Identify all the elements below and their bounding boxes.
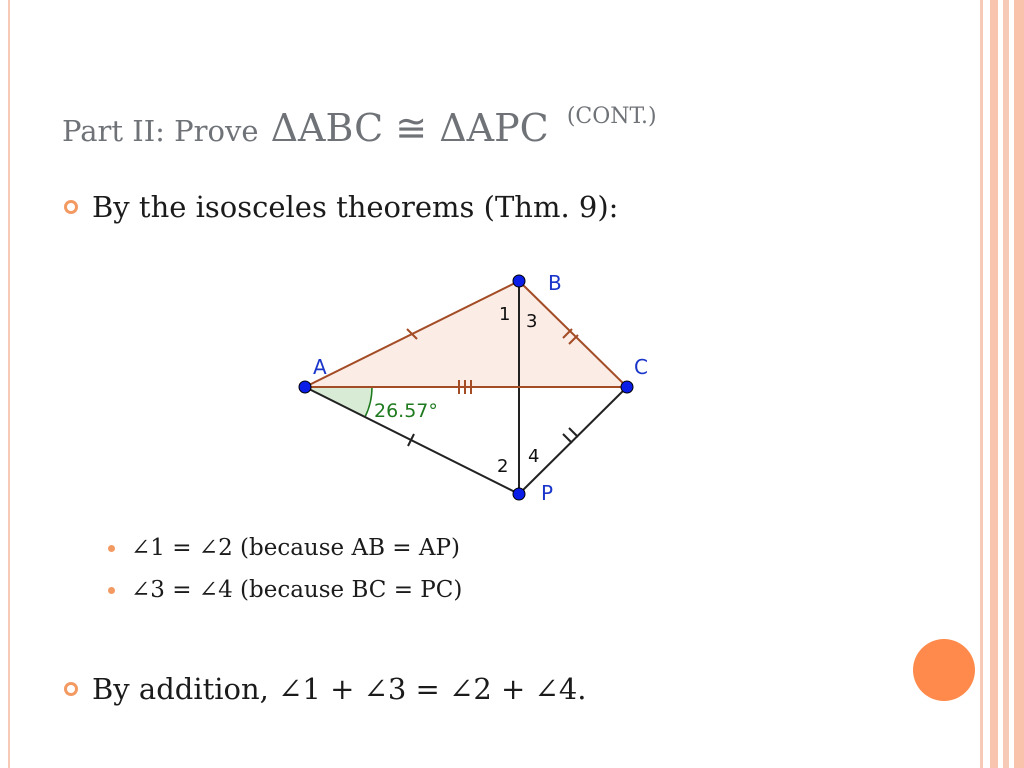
point-c — [621, 381, 633, 393]
slide-title — [62, 104, 657, 150]
label-b: B — [548, 271, 562, 295]
segment-pc — [519, 387, 627, 494]
ring-bullet-icon — [64, 200, 78, 214]
bullet-text: By addition, ∠1 + ∠3 = ∠2 + ∠4. — [92, 672, 587, 706]
geometry-diagram — [290, 262, 670, 512]
triangle-abc-fill — [305, 281, 627, 387]
tick-pc-1 — [563, 434, 572, 443]
bullet-text: By the isosceles theorems (Thm. 9): — [92, 190, 619, 224]
angle-label-2: 2 — [497, 456, 509, 477]
bullet-addition — [64, 672, 587, 706]
ring-bullet-icon — [64, 682, 78, 696]
sub-bullet-2 — [108, 577, 462, 603]
right-decorative-stripes — [976, 0, 1024, 768]
sub-bullet-text: ∠1 = ∠2 (because AB = AP) — [131, 535, 460, 561]
point-p — [513, 488, 525, 500]
title-statement: ΔABC ≅ ΔAPC — [270, 106, 549, 150]
title-part: Part II: Prove — [62, 114, 259, 148]
angle-label-4: 4 — [528, 446, 540, 467]
tick-pc-2 — [569, 428, 578, 437]
sub-bullet-text: ∠3 = ∠4 (because BC = PC) — [131, 577, 463, 603]
dot-bullet-icon — [108, 545, 115, 552]
label-a: A — [313, 355, 327, 379]
angle-label-1: 1 — [499, 304, 511, 325]
dot-bullet-icon — [108, 587, 115, 594]
point-b — [513, 275, 525, 287]
decorative-orange-circle — [913, 639, 975, 701]
left-frame-line — [8, 0, 10, 768]
sub-bullet-1 — [108, 535, 460, 561]
label-c: C — [634, 355, 648, 379]
bullet-isosceles — [64, 190, 618, 224]
point-a — [299, 381, 311, 393]
angle-measure-label: 26.57° — [374, 400, 438, 422]
label-p: P — [541, 481, 554, 505]
title-cont: (CONT.) — [566, 104, 657, 129]
angle-label-3: 3 — [526, 311, 538, 332]
